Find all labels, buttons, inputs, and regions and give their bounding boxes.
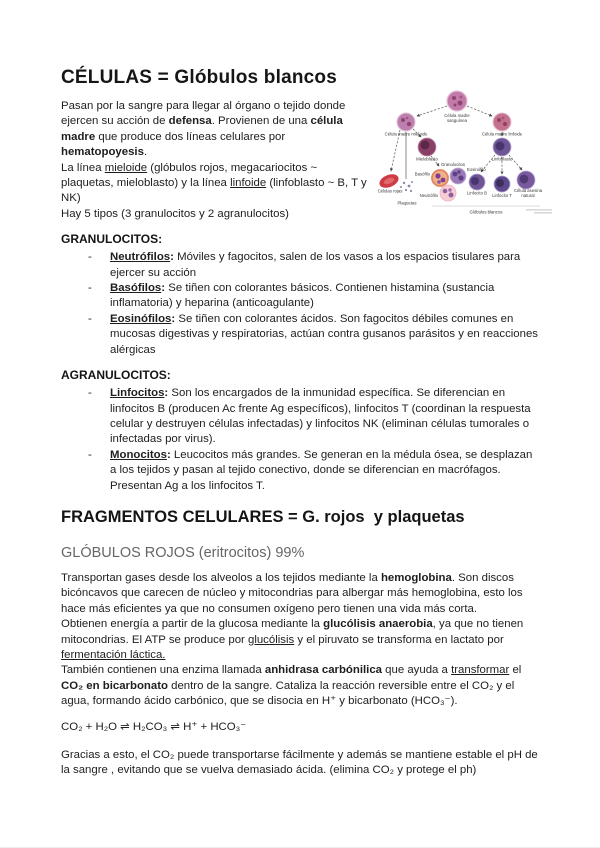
globulos-rojos-section <box>61 571 540 779</box>
t-cell-label: Linfocito T <box>492 193 512 198</box>
nk-cell-icon <box>517 171 535 189</box>
paragraph-ph: Gracias a esto, el CO₂ puede transportarse fácilmente y además se mantiene estable el pH de la sangre , evitando que se vuelva demasiado ácida. (elimina CO₂ y protege el ph) <box>61 749 538 777</box>
platelets-label: Plaquetas <box>397 200 417 206</box>
myeloid-stem-cell-icon <box>397 113 415 131</box>
chem-equation: CO₂ + H₂O ⇌ H₂CO₃ ⇌ H⁺ + HCO₃⁻ <box>61 720 247 733</box>
myeloblast-label: Mieloblasto <box>416 156 438 162</box>
list-item <box>61 386 540 448</box>
granulocytes-label: Granulocitos <box>440 162 466 167</box>
dash-bullet: - <box>88 387 92 400</box>
dash-bullet: - <box>88 282 92 295</box>
doc-title: CÉLULAS = Glóbulos blancos <box>61 67 337 88</box>
intro-section <box>61 99 543 222</box>
neutrophil-cell-icon <box>440 185 456 201</box>
paragraph-anhidrasa: También contienen una enzima llamada anhidrasa carbónilica que ayuda a transformar el CO₂ en bicarbonato dentro de la sangre. Cataliza la reacción reversible entre el CO₂ y el agua, formando ácido carbónico, que se disocia en H⁺ y bicarbonato (HCO₃⁻). <box>61 664 522 708</box>
basophil-cell-icon <box>432 170 448 186</box>
hematopoiesis-diagram-image <box>376 87 558 217</box>
stem-cell-icon <box>447 91 467 111</box>
list-item-text: Basófilos: Se tiñen con colorantes básicos. Contienen histamina (sustancia inflamatoria) y heparina (anticoagulante) <box>110 282 495 310</box>
dash-bullet: - <box>88 251 92 264</box>
section-heading-granulocitos: GRANULOCITOS: <box>61 232 163 247</box>
myeloid-label: Célula madre mieloide <box>384 131 428 137</box>
t-lymphocyte-icon <box>494 176 510 192</box>
eosinophil-label: Eosinófilo <box>467 167 486 172</box>
dash-bullet: - <box>88 448 92 461</box>
list-item <box>61 281 540 312</box>
heading-fragmentos-celulares: FRAGMENTOS CELULARES = G. rojos y plaquetas <box>61 507 465 526</box>
list-item-text: Eosinófilos: Se tiñen con colorantes ácidos. Son fagocitos débiles comunes en mucosas digestivas y respiratorias, actúan contra gusanos parásitos y en reacciones alérgicas <box>110 312 538 356</box>
diagram-watermark <box>526 209 552 214</box>
list-item-text: Linfocitos: Son los encargados de la inmunidad específica. Se diferencian en linfocitos B (producen Ac frente Ag específicos), linfocitos T (coordinan la respuesta celular y destruyen células infectadas) y linfocitos NK (eliminan células tumorales o infectadas por virus). <box>110 387 531 446</box>
list-item <box>61 250 540 281</box>
red-cells-label: Células rojas <box>377 188 403 194</box>
nk-cell-label: Célula asesina <box>513 188 543 193</box>
eosinophil-cell-icon <box>450 168 466 184</box>
b-lymphocyte-icon <box>469 174 485 190</box>
granulocitos-list <box>61 250 540 358</box>
subheading-globulos-rojos: GLÓBULOS ROJOS (eritrocitos) 99% <box>61 544 305 561</box>
dash-bullet: - <box>88 312 92 325</box>
list-item-text: Neutrófilos: Móviles y fagocitos, salen de los vasos a los espacios tisulares para ejercer su acción <box>110 251 521 279</box>
list-item-text: Monocitos: Leucocitos más grandes. Se generan en la médula ósea, se desplazan a los tejidos y pasan al tejido conectivo, donde se diferencian en macrófagos. Presentan Ag a los linfocitos T. <box>110 448 533 492</box>
nk-cell-label2: natural <box>521 193 535 198</box>
paragraph-hemoglobina: Transportan gases desde los alveolos a los tejidos mediante la hemoglobina. Son discos bicóncavos que carecen de núcleo y mitocondrias para albergar más hemoglobina, esto los hace más eficientes ya que no consumen oxígeno pero tienen una vida más corta. <box>61 571 523 615</box>
lymphoid-stem-cell-icon <box>493 113 511 131</box>
paragraph-glucolisis: Obtienen energía a partir de la glucosa mediante la glucólisis anaerobia, ya que no tienen mitocondrias. El ATP se produce por glucólisis y el piruvato se transforma en lactato por fermentación láctica. <box>61 618 524 661</box>
white-cells-label: Glóbulos blancos <box>469 209 503 215</box>
intro-paragraph-2: La línea mieloide (glóbulos rojos, megacariocitos ~ plaquetas, mieloblasto) y la línea linfoide (linfoblasto ~ B, T y NK) <box>61 161 367 205</box>
stem-cell-label: Célula madre <box>444 113 470 118</box>
list-item <box>61 448 540 494</box>
basophil-label: Basófilo <box>414 171 430 177</box>
intro-paragraph-3: Hay 5 tipos (3 granulocitos y 2 agranulocitos) <box>61 207 289 220</box>
intro-paragraph-1: Pasan por la sangre para llegar al órgano o tejido donde ejercen su acción de defensa. Provienen de una célula madre que produce dos líneas celulares por hematopoyesis. <box>61 100 346 159</box>
list-item <box>61 312 540 358</box>
lymphoblast-label: Linfoblasto <box>491 156 513 162</box>
lymphoblast-cell-icon <box>493 138 511 156</box>
neutrophil-label: Neutrófilo <box>419 193 438 198</box>
lymphoid-label: Célula madre linfoide <box>481 131 523 137</box>
agranulocitos-list <box>61 386 540 494</box>
stem-cell-label2: sanguínea <box>446 118 468 123</box>
b-cell-label: Linfocito B <box>466 190 488 196</box>
myeloblast-cell-icon <box>418 138 436 156</box>
section-heading-agranulocitos: AGRANULOCITOS: <box>61 368 171 383</box>
